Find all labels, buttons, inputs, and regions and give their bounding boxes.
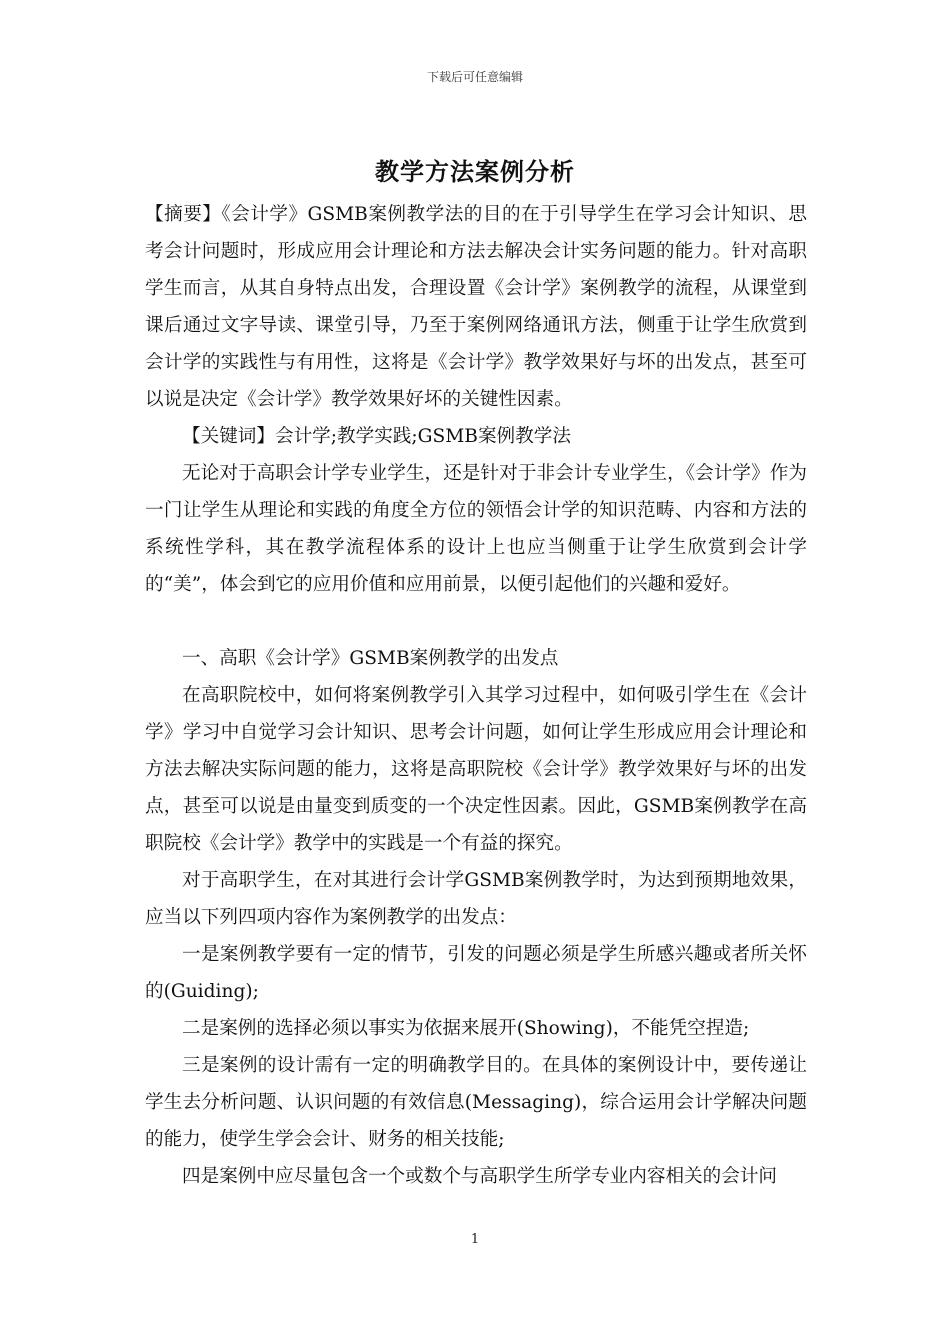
- section-paragraph-2: 对于高职学生，在对其进行会计学GSMB案例教学时，为达到预期地效果，应当以下列四项内容作为案例教学的出发点：: [145, 870, 807, 928]
- list-item-guiding: 一是案例教学要有一定的情节，引发的问题必须是学生所感兴趣或者所关怀的(Guiding);: [145, 944, 807, 1002]
- intro-paragraph: 无论对于高职会计学专业学生，还是针对于非会计专业学生，《会计学》作为一门让学生从理论和实践的角度全方位的领悟会计学的知识范畴、内容和方法的系统性学科，其在教学流程体系的设计上也应当侧重于让学生欣赏到会计学的“美”，体会到它的应用价值和应用前景，以便引起他们的兴趣和爱好。: [145, 463, 807, 595]
- section-paragraph-1: 在高职院校中，如何将案例教学引入其学习过程中，如何吸引学生在《会计学》学习中自觉学习会计知识、思考会计问题，如何让学生形成应用会计理论和方法去解决实际问题的能力，这将是高职院校《会计学》教学效果好与坏的出发点，甚至可以说是由量变到质变的一个决定性因素。因此，GSMB案例教学在高职院校《会计学》教学中的实践是一个有益的探究。: [145, 685, 807, 854]
- document-body: [145, 196, 807, 1195]
- abstract-paragraph: 【摘要】《会计学》GSMB案例教学法的目的在于引导学生在学习会计知识、思考会计问题时，形成应用会计理论和方法去解决会计实务问题的能力。针对高职学生而言，从其自身特点出发，合理设置《会计学》案例教学的流程，从课堂到课后通过文字导读、课堂引导，乃至于案例网络通讯方法，侧重于让学生欣赏到会计学的实践性与有用性，这将是《会计学》教学效果好与坏的出发点，甚至可以说是决定《会计学》教学效果好坏的关键性因素。: [145, 204, 807, 410]
- header-note: 下载后可任意编辑: [426, 70, 523, 84]
- keywords-paragraph: 【关键词】会计学;教学实践;GSMB案例教学法: [182, 426, 571, 447]
- list-item-showing: 二是案例的选择必须以事实为依据来展开(Showing)，不能凭空捏造;: [182, 1018, 750, 1039]
- list-item-fourth: 四是案例中应尽量包含一个或数个与高职学生所学专业内容相关的会计问: [182, 1166, 778, 1187]
- page-number: 1: [470, 1232, 480, 1247]
- list-item-messaging: 三是案例的设计需有一定的明确教学目的。在具体的案例设计中，要传递让学生去分析问题、认识问题的有效信息(Messaging)，综合运用会计学解决问题的能力，使学生学会会计、财务的相关技能;: [145, 1055, 807, 1150]
- section-heading: 一、高职《会计学》GSMB案例教学的出发点: [182, 648, 559, 669]
- document-title: 教学方法案例分析: [375, 157, 575, 186]
